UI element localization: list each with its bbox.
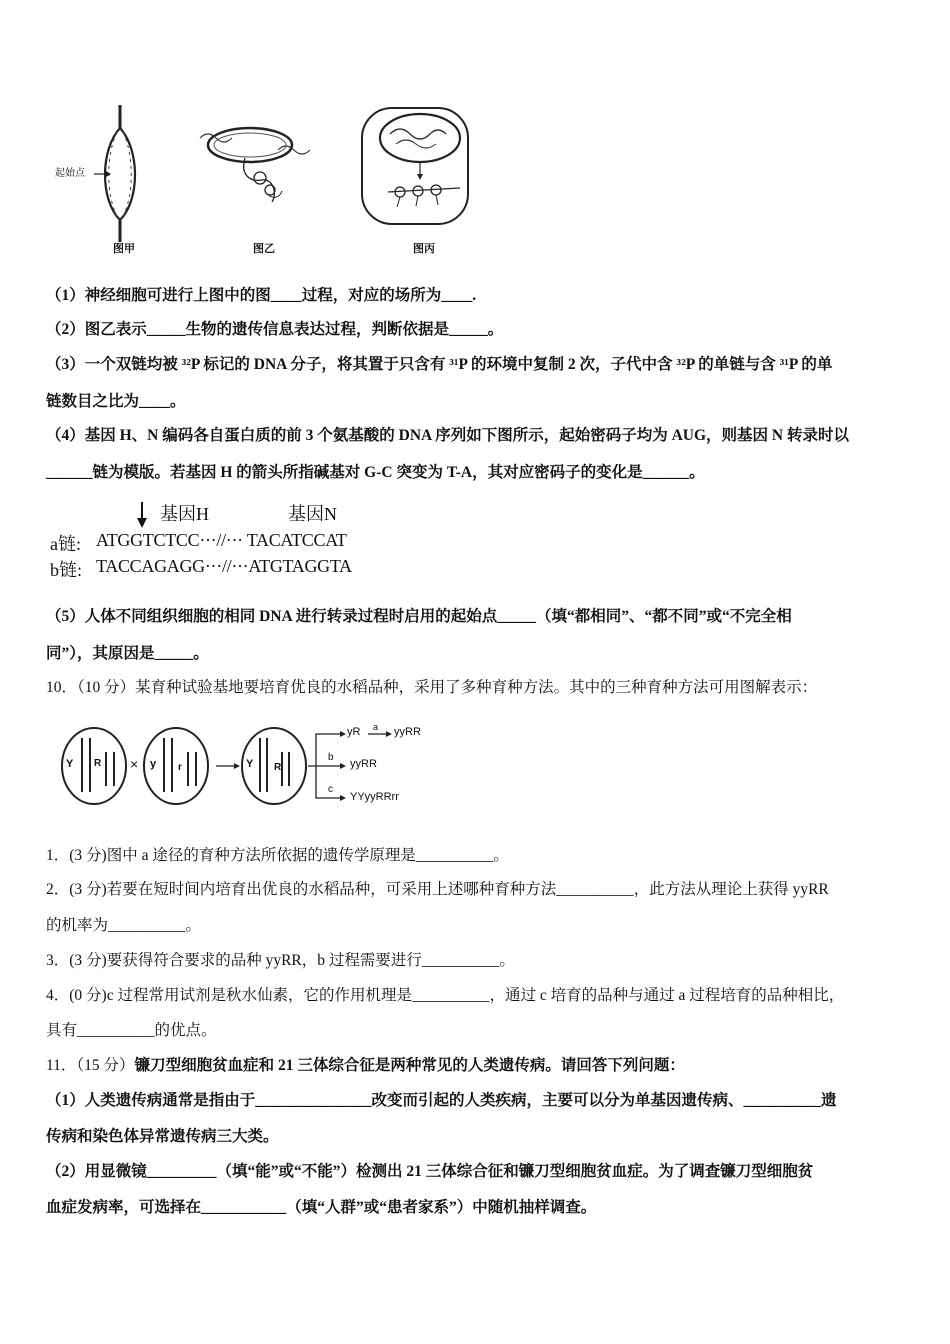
result-c-YYyyRRrr: YYyyRRrr [350,791,399,803]
dna-figure-svg [50,100,480,260]
q10-sub3: 3．(3 分)要获得符合要求的品种 yyRR，b 过程需要进行__________。 [46,952,515,969]
gene-sequence-figure [48,500,388,582]
q9-part5-line1: （5）人体不同组织细胞的相同 DNA 进行转录过程时启用的起始点_____（填“都相同”、“都不同”或“不完全相 [46,608,792,625]
q9-part5-line2: 同”），其原因是_____。 [46,645,209,662]
strand-a-label: a链: [50,534,81,554]
q11-number: 11．（15 分） [46,1057,135,1074]
gamete-yR: yR [347,726,361,738]
allele-R-2: R [274,762,282,773]
allele-r-1: r [178,762,182,773]
allele-y-1: y [150,758,157,770]
breeding-diagram [60,722,440,812]
q10-stem: 10．（10 分）某育种试验基地要培育优良的水稻品种，采用了多种育种方法。其中的三种育种方法可用图解表示： [46,679,818,696]
gene-h-label: 基因H [160,504,209,524]
q10-sub2-line2: 的机率为__________。 [46,917,202,934]
q10-sub4-line2: 具有__________的优点。 [46,1022,217,1039]
figure-bing [362,108,468,224]
q11-stem [46,1056,906,1076]
q10-sub4-line1: 4．(0 分)c 过程常用试剂是秋水仙素，它的作用机理是__________，通过 c 培育的品种与通过 a 过程培育的品种相比， [46,987,845,1004]
q10-sub2-line1: 2．(3 分)若要在短时间内培育出优良的水稻品种，可采用上述哪种育种方法__________，此方法从理论上获得 yyRR [46,881,829,898]
result-b-yyRR: yyRR [350,758,377,770]
q9-part4-line1: （4）基因 H、N 编码各自蛋白质的前 3 个氨基酸的 DNA 序列如下图所示，起始密码子均为 AUG，则基因 N 转录时以 [46,427,849,444]
allele-R-1: R [94,758,102,769]
mutation-arrow-icon [132,502,152,530]
q9-part3-line1: （3）一个双链均被 ³²P 标记的 DNA 分子，将其置于只含有 ³¹P 的环境中复制 2 次，子代中含 ³²P 的单链与含 ³¹P 的单 [46,356,833,373]
caption-jia: 图甲 [113,242,135,255]
cross-symbol: × [130,756,139,772]
allele-Y-1: Y [66,758,74,770]
path-b-label: b [328,752,334,763]
q11-stem-text: 镰刀型细胞贫血症和 21 三体综合征是两种常见的人类遗传病。请回答下列问题： [134,1057,685,1074]
figure-yi [200,128,310,202]
start-point-label: 起始点 [55,168,85,179]
q10-sub1: 1．(3 分)图中 a 途径的育种方法所依据的遗传学原理是__________。 [46,847,509,864]
gene-n-label: 基因N [288,504,337,524]
caption-bing: 图丙 [413,242,435,255]
q11-part2-line1: （2）用显微镜_________（填“能”或“不能”）检测出 21 三体综合征和镰刀型细胞贫血症。为了调查镰刀型细胞贫 [46,1163,814,1180]
allele-Y-2: Y [246,758,254,770]
q11-part1-line1: （1）人类遗传病通常是指由于_______________改变而引起的人类疾病，主要可以分为单基因遗传病、__________遗 [46,1092,837,1109]
q11-part2-line2: 血症发病率，可选择在___________（填“人群”或“患者家系”）中随机抽样调查。 [46,1199,597,1216]
strand-b-sequence: TACCAGAGG···//···ATGTAGGTA [96,556,352,576]
caption-yi: 图乙 [253,242,275,255]
q9-part4-line2: ______链为模版。若基因 H 的箭头所指碱基对 G-C 突变为 T-A，其对应密码子的变化是______。 [46,464,705,481]
strand-a-sequence: ATGGTCTCC···//··· TACATCCAT [96,530,347,550]
strand-b-label: b链: [50,560,83,580]
q9-part3-line2: 链数目之比为____。 [46,393,186,410]
q11-part1-line2: 传病和染色体异常遗传病三大类。 [46,1128,279,1145]
figure-jia [94,105,135,242]
q9-part1: （1）神经细胞可进行上图中的图____过程，对应的场所为____. [46,287,477,304]
dna-figure [50,100,480,260]
path-a-label: a [373,722,379,732]
path-c-label: c [328,784,333,795]
result-a-yyRR: yyRR [394,726,421,738]
q9-part2: （2）图乙表示_____生物的遗传信息表达过程，判断依据是_____。 [46,321,504,338]
